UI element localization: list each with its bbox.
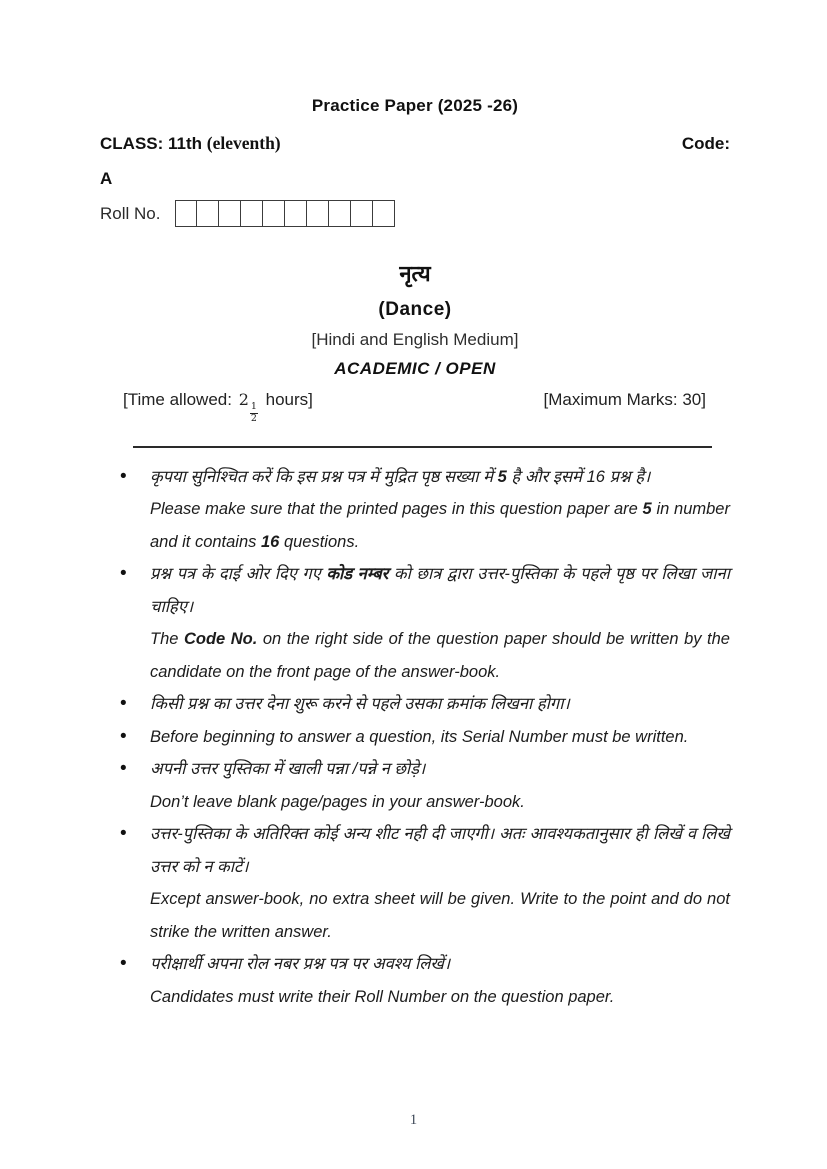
subject-title-english: (Dance) (378, 299, 452, 320)
class-label (100, 133, 281, 154)
roll-number-box (329, 200, 351, 227)
instruction-text: प्रश्न पत्र के दाई ओर दिए गए कोड नम्बर को छात्र द्वारा उत्तर-पुस्तिका के पहले पृष्ठ पर लिखा जाना चाहिए। (150, 565, 730, 616)
time-allowed-prefix: [Time allowed: (123, 390, 237, 409)
code-label: Code: (681, 134, 730, 153)
time-whole-number: 2 (238, 390, 249, 409)
fraction-denominator: 2 (250, 412, 257, 424)
instruction-paragraph (100, 753, 730, 786)
class-code-row (100, 133, 730, 154)
instruction-paragraph (100, 623, 730, 688)
roll-number-box (197, 200, 219, 227)
instructions-list (100, 461, 730, 1014)
instruction-paragraph (100, 883, 730, 948)
stream-label: ACADEMIC / OPEN (334, 359, 496, 378)
fraction-one-half (250, 402, 258, 425)
instruction-text: अपनी उत्तर पुस्तिका में खाली पन्ना /पन्ने न छोड़े। (150, 760, 426, 779)
roll-number-box (285, 200, 307, 227)
roll-number-box (219, 200, 241, 227)
bullet-icon: • (120, 693, 127, 715)
roll-number-box (241, 200, 263, 227)
instruction-text: Don’t leave blank page/pages in your answer-book. (150, 792, 525, 811)
roll-number-box (263, 200, 285, 227)
instruction-paragraph (100, 461, 730, 494)
instruction-text: Please make sure that the printed pages in this question paper are 5 in number and it contains 16 questions. (150, 500, 730, 551)
roll-number-box (307, 200, 329, 227)
instruction-paragraph (100, 558, 730, 623)
instruction-text: Except answer-book, no extra sheet will be given. Write to the point and do not strike the written answer. (150, 890, 730, 941)
instruction-paragraph (100, 786, 730, 819)
instruction-text: उत्तर-पुस्तिका के अतिरिक्त कोई अन्य शीट नही दी जाएगी। अतः आवश्यकतानुसार ही लिखें व लिखे उत्तर को न काटें। (150, 825, 730, 876)
instruction-text: The Code No. on the right side of the question paper should be written by the candidate on the front page of the answer-book. (150, 630, 730, 681)
subject-title-hindi: नृत्य (399, 261, 431, 286)
maximum-marks-label: [Maximum Marks: 30] (543, 390, 706, 409)
subject-block (100, 258, 730, 379)
instruction-text: किसी प्रश्न का उत्तर देना शुरू करने से पहले उसका क्रमांक लिखना होगा। (150, 695, 570, 714)
bullet-icon: • (120, 823, 127, 845)
roll-number-box (175, 200, 197, 227)
instruction-paragraph (100, 981, 730, 1014)
roll-number-label: Roll No. (100, 203, 161, 223)
instruction-paragraph (100, 688, 730, 721)
bullet-icon: • (120, 465, 127, 487)
bullet-icon: • (120, 725, 127, 747)
instruction-text: कृपया सुनिश्चित करें कि इस प्रश्न पत्र में मुद्रित पृष्ठ सख्या में 5 है और इसमें 16 प्रश्न है। (150, 467, 651, 486)
fraction-numerator: 1 (250, 401, 257, 412)
instruction-text: Candidates must write their Roll Number on the question paper. (150, 987, 615, 1006)
instruction-paragraph (100, 493, 730, 558)
roll-number-row (100, 200, 730, 227)
bullet-icon: • (120, 758, 127, 780)
bullet-icon: • (120, 953, 127, 975)
instruction-paragraph (100, 721, 730, 754)
instruction-text: Before beginning to answer a question, its Serial Number must be written. (150, 727, 689, 746)
code-value: A (100, 169, 113, 188)
document-title: Practice Paper (2025 -26) (311, 96, 519, 115)
class-label-text: CLASS: 11th (100, 134, 203, 153)
roll-number-box (351, 200, 373, 227)
instruction-text: परीक्षार्थी अपना रोल नबर प्रश्न पत्र पर अवश्य लिखें। (150, 955, 451, 974)
class-label-eleventh: (eleventh) (206, 133, 281, 153)
time-allowed-suffix: hours] (260, 390, 313, 409)
horizontal-divider (133, 446, 712, 448)
roll-number-boxes (175, 200, 395, 227)
bullet-icon: • (120, 563, 127, 585)
time-allowed-label (123, 390, 313, 425)
instruction-paragraph (100, 948, 730, 981)
paper-content (100, 96, 730, 1013)
time-marks-row (100, 390, 730, 425)
page-number: 1 (409, 1112, 418, 1128)
instruction-paragraph (100, 818, 730, 883)
medium-label: [Hindi and English Medium] (311, 330, 519, 349)
roll-number-box (373, 200, 395, 227)
